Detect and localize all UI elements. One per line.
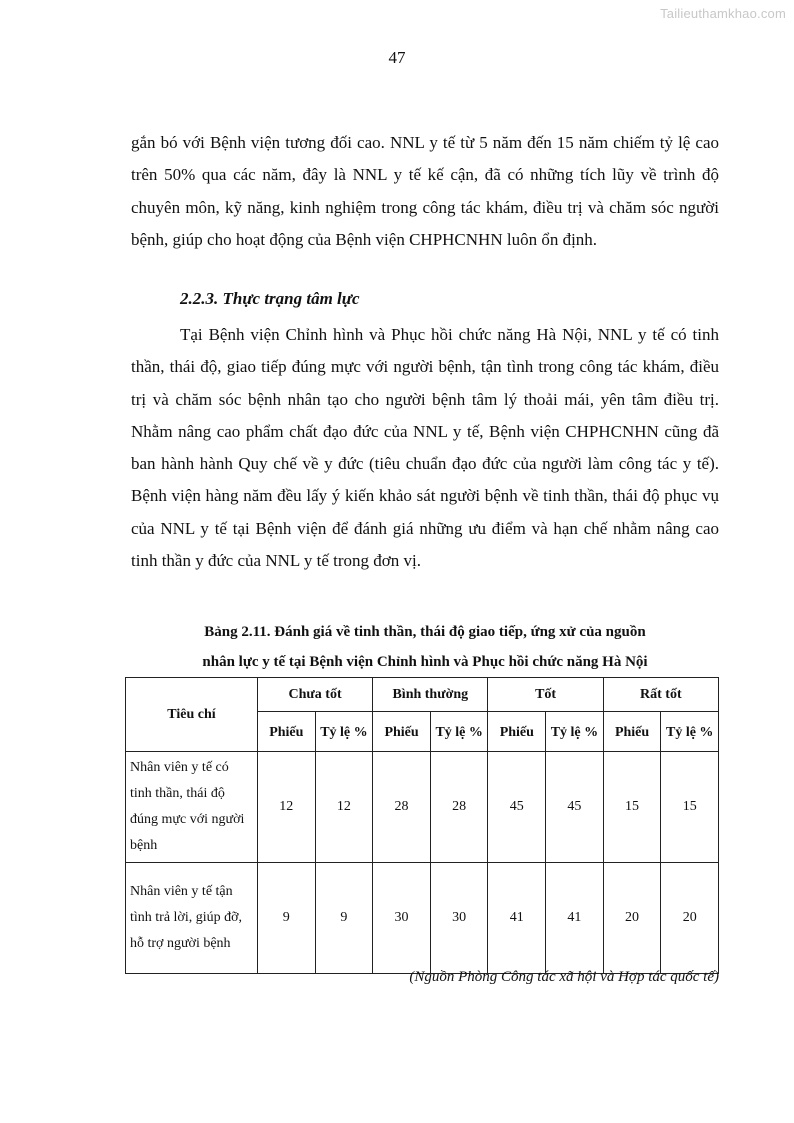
group-header-not-good: Chưa tốt	[257, 678, 372, 712]
value-cell: 12	[315, 752, 373, 863]
subheader-votes: Phiếu	[603, 712, 661, 752]
paragraph-mental-capacity	[131, 319, 719, 577]
subheader-percent: Tỷ lệ %	[546, 712, 604, 752]
paragraph-text: Tại Bệnh viện Chỉnh hình và Phục hồi chức năng Hà Nội, NNL y tế có tinh thần, thái độ, giao tiếp đúng mực với người bệnh, tận tình trong công tác khám, điều trị và chăm sóc bệnh nhân tạo cho người bệnh tâm lý thoải mái, yên tâm điều trị. Nhằm nâng cao phẩm chất đạo đức của NNL y tế, Bệnh viện CHPHCNHN cũng đã ban hành hành Quy chế về y đức (tiêu chuẩn đạo đức của người làm công tác y tế). Bệnh viện hàng năm đều lấy ý kiến khảo sát người bệnh về tinh thần, thái độ phục vụ của NNL y tế tại Bệnh viện để đánh giá những ưu điểm và hạn chế nhằm nâng cao tinh thần y đức của NNL y tế trong đơn vị.	[131, 325, 719, 571]
value-cell: 12	[257, 752, 315, 863]
table-caption	[131, 617, 719, 677]
value-cell: 15	[661, 752, 719, 863]
group-header-normal: Bình thường	[373, 678, 488, 712]
watermark: Tailieuthamkhao.com	[660, 6, 786, 21]
value-cell: 41	[546, 863, 604, 974]
value-cell: 20	[603, 863, 661, 974]
value-cell: 9	[315, 863, 373, 974]
paragraph-text: gắn bó với Bệnh viện tương đối cao. NNL y tế từ 5 năm đến 15 năm chiếm tỷ lệ cao trên 50% qua các năm, đây là NNL y tế kế cận, đã có những tích lũy về trình độ chuyên môn, kỹ năng, kinh nghiệm trong công tác khám, điều trị và chăm sóc người bệnh, giúp cho hoạt động của Bệnh viện CHPHCNHN luôn ổn định.	[131, 133, 719, 249]
subheader-percent: Tỷ lệ %	[430, 712, 488, 752]
table-header-row	[126, 678, 719, 712]
subheader-votes: Phiếu	[257, 712, 315, 752]
criterion-cell: Nhân viên y tế có tinh thần, thái độ đúng mực với người bệnh	[126, 752, 258, 863]
value-cell: 45	[488, 752, 546, 863]
value-cell: 15	[603, 752, 661, 863]
group-header-good: Tốt	[488, 678, 603, 712]
value-cell: 45	[546, 752, 604, 863]
subheader-percent: Tỷ lệ %	[661, 712, 719, 752]
subheader-votes: Phiếu	[373, 712, 431, 752]
paragraph-continuation	[131, 127, 719, 256]
value-cell: 9	[257, 863, 315, 974]
table-row	[126, 863, 719, 974]
source-note: (Nguồn Phòng Công tác xã hội và Hợp tác quốc tế)	[409, 969, 719, 985]
page-number: 47	[388, 48, 406, 67]
table-row	[126, 752, 719, 863]
subheader-votes: Phiếu	[488, 712, 546, 752]
subheader-percent: Tỷ lệ %	[315, 712, 373, 752]
value-cell: 30	[373, 863, 431, 974]
table-caption-line: Bảng 2.11. Đánh giá về tinh thần, thái độ giao tiếp, ứng xử của nguồn	[204, 624, 646, 640]
section-heading: 2.2.3. Thực trạng tâm lực	[180, 289, 360, 308]
group-header-very-good: Rất tốt	[603, 678, 718, 712]
value-cell: 41	[488, 863, 546, 974]
criterion-cell: Nhân viên y tế tận tình trả lời, giúp đỡ, hỗ trợ người bệnh	[126, 863, 258, 974]
criteria-header: Tiêu chí	[126, 678, 258, 752]
value-cell: 28	[373, 752, 431, 863]
value-cell: 28	[430, 752, 488, 863]
evaluation-table	[125, 677, 719, 974]
value-cell: 30	[430, 863, 488, 974]
table-caption-line: nhân lực y tế tại Bệnh viện Chỉnh hình và Phục hồi chức năng Hà Nội	[202, 654, 648, 670]
value-cell: 20	[661, 863, 719, 974]
